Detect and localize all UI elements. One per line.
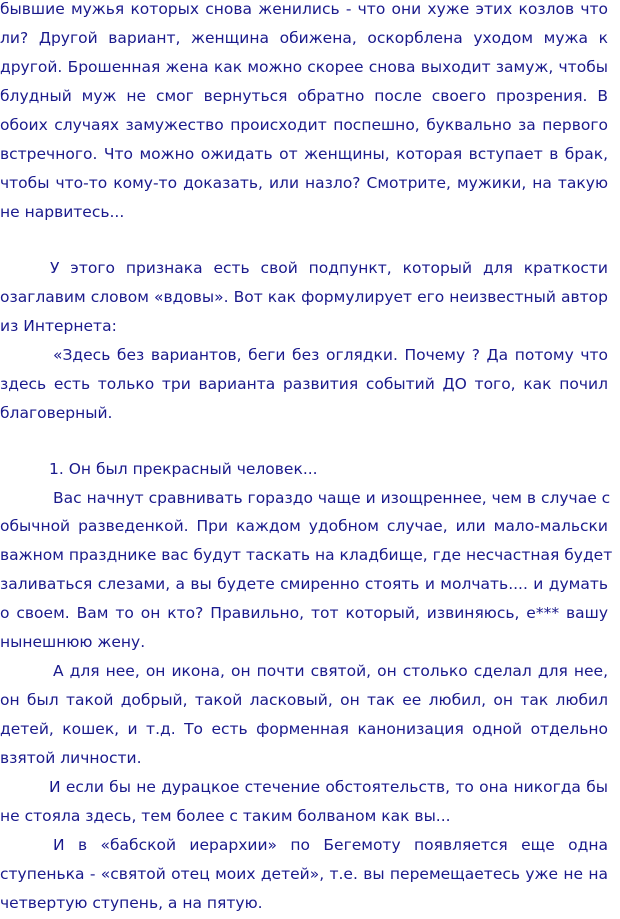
text-line: из Интернета: <box>0 317 117 335</box>
text-line: он был такой добрый, такой ласковый, он так ее любил, он так любил <box>0 691 608 709</box>
text-line: о своем. Вам то он кто? Правильно, тот который, извиняюсь, е*** вашу <box>0 604 608 622</box>
text-line: нынешнюю жену. <box>0 633 146 651</box>
list-item: 1. Он был прекрасный человек... <box>49 460 318 478</box>
text-line: обычной разведенкой. При каждом удобном случае, или мало-мальски <box>0 517 608 535</box>
text-line: обоих случаях замужество происходит поспешно, буквально за первого <box>0 116 608 134</box>
text-line: «Здесь без вариантов, беги без оглядки. Почему ? Да потому что <box>53 346 608 364</box>
text-line: важном празднике вас будут таскать на кладбище, где несчастная будет <box>0 546 613 564</box>
text-line: заливаться слезами, а вы будете смиренно стоять и молчать.... и думать <box>0 575 608 593</box>
text-line: взятой личности. <box>0 749 142 767</box>
text-line: встречного. Что можно ожидать от женщины, которая вступает в брак, <box>0 145 608 163</box>
text-line: И в «бабской иерархии» по Бегемоту появляется еще одна <box>53 836 608 854</box>
text-line: благоверный. <box>0 404 113 422</box>
text-line: четвертую ступень, а на пятую. <box>0 894 263 912</box>
text-line: другой. Брошенная жена как можно скорее снова выходит замуж, чтобы <box>0 58 608 76</box>
text-line: здесь есть только три варианта развития событий ДО того, как почил <box>0 375 608 393</box>
text-line: У этого признака есть свой подпункт, который для краткости <box>50 259 608 277</box>
text-line: ступенька - «святой отец моих детей», т.е. вы перемещаетесь уже не на <box>0 865 608 883</box>
text-line: не стояла здесь, тем более с таким болваном как вы... <box>0 807 451 825</box>
text-line: озаглавим словом «вдовы». Вот как формулирует его неизвестный автор <box>0 288 608 306</box>
text-line: блудный муж не смог вернуться обратно после своего прозрения. В <box>0 87 608 105</box>
text-line: чтобы что-то кому-то доказать, или назло? Смотрите, мужики, на такую <box>0 174 608 192</box>
text-line: И если бы не дурацкое стечение обстоятельств, то она никогда бы <box>49 778 608 796</box>
text-line: Вас начнут сравнивать гораздо чаще и изощреннее, чем в случае с <box>53 489 611 507</box>
text-line: ли? Другой вариант, женщина обижена, оскорблена уходом мужа к <box>0 29 608 47</box>
text-line: А для нее, он икона, он почти святой, он столько сделал для нее, <box>53 662 608 680</box>
text-line: детей, кошек, и т.д. То есть форменная канонизация одной отдельно <box>0 720 608 738</box>
text-line: не нарвитесь... <box>0 203 125 221</box>
text-line: бывшие мужья которых снова женились - что они хуже этих козлов что <box>0 0 608 18</box>
